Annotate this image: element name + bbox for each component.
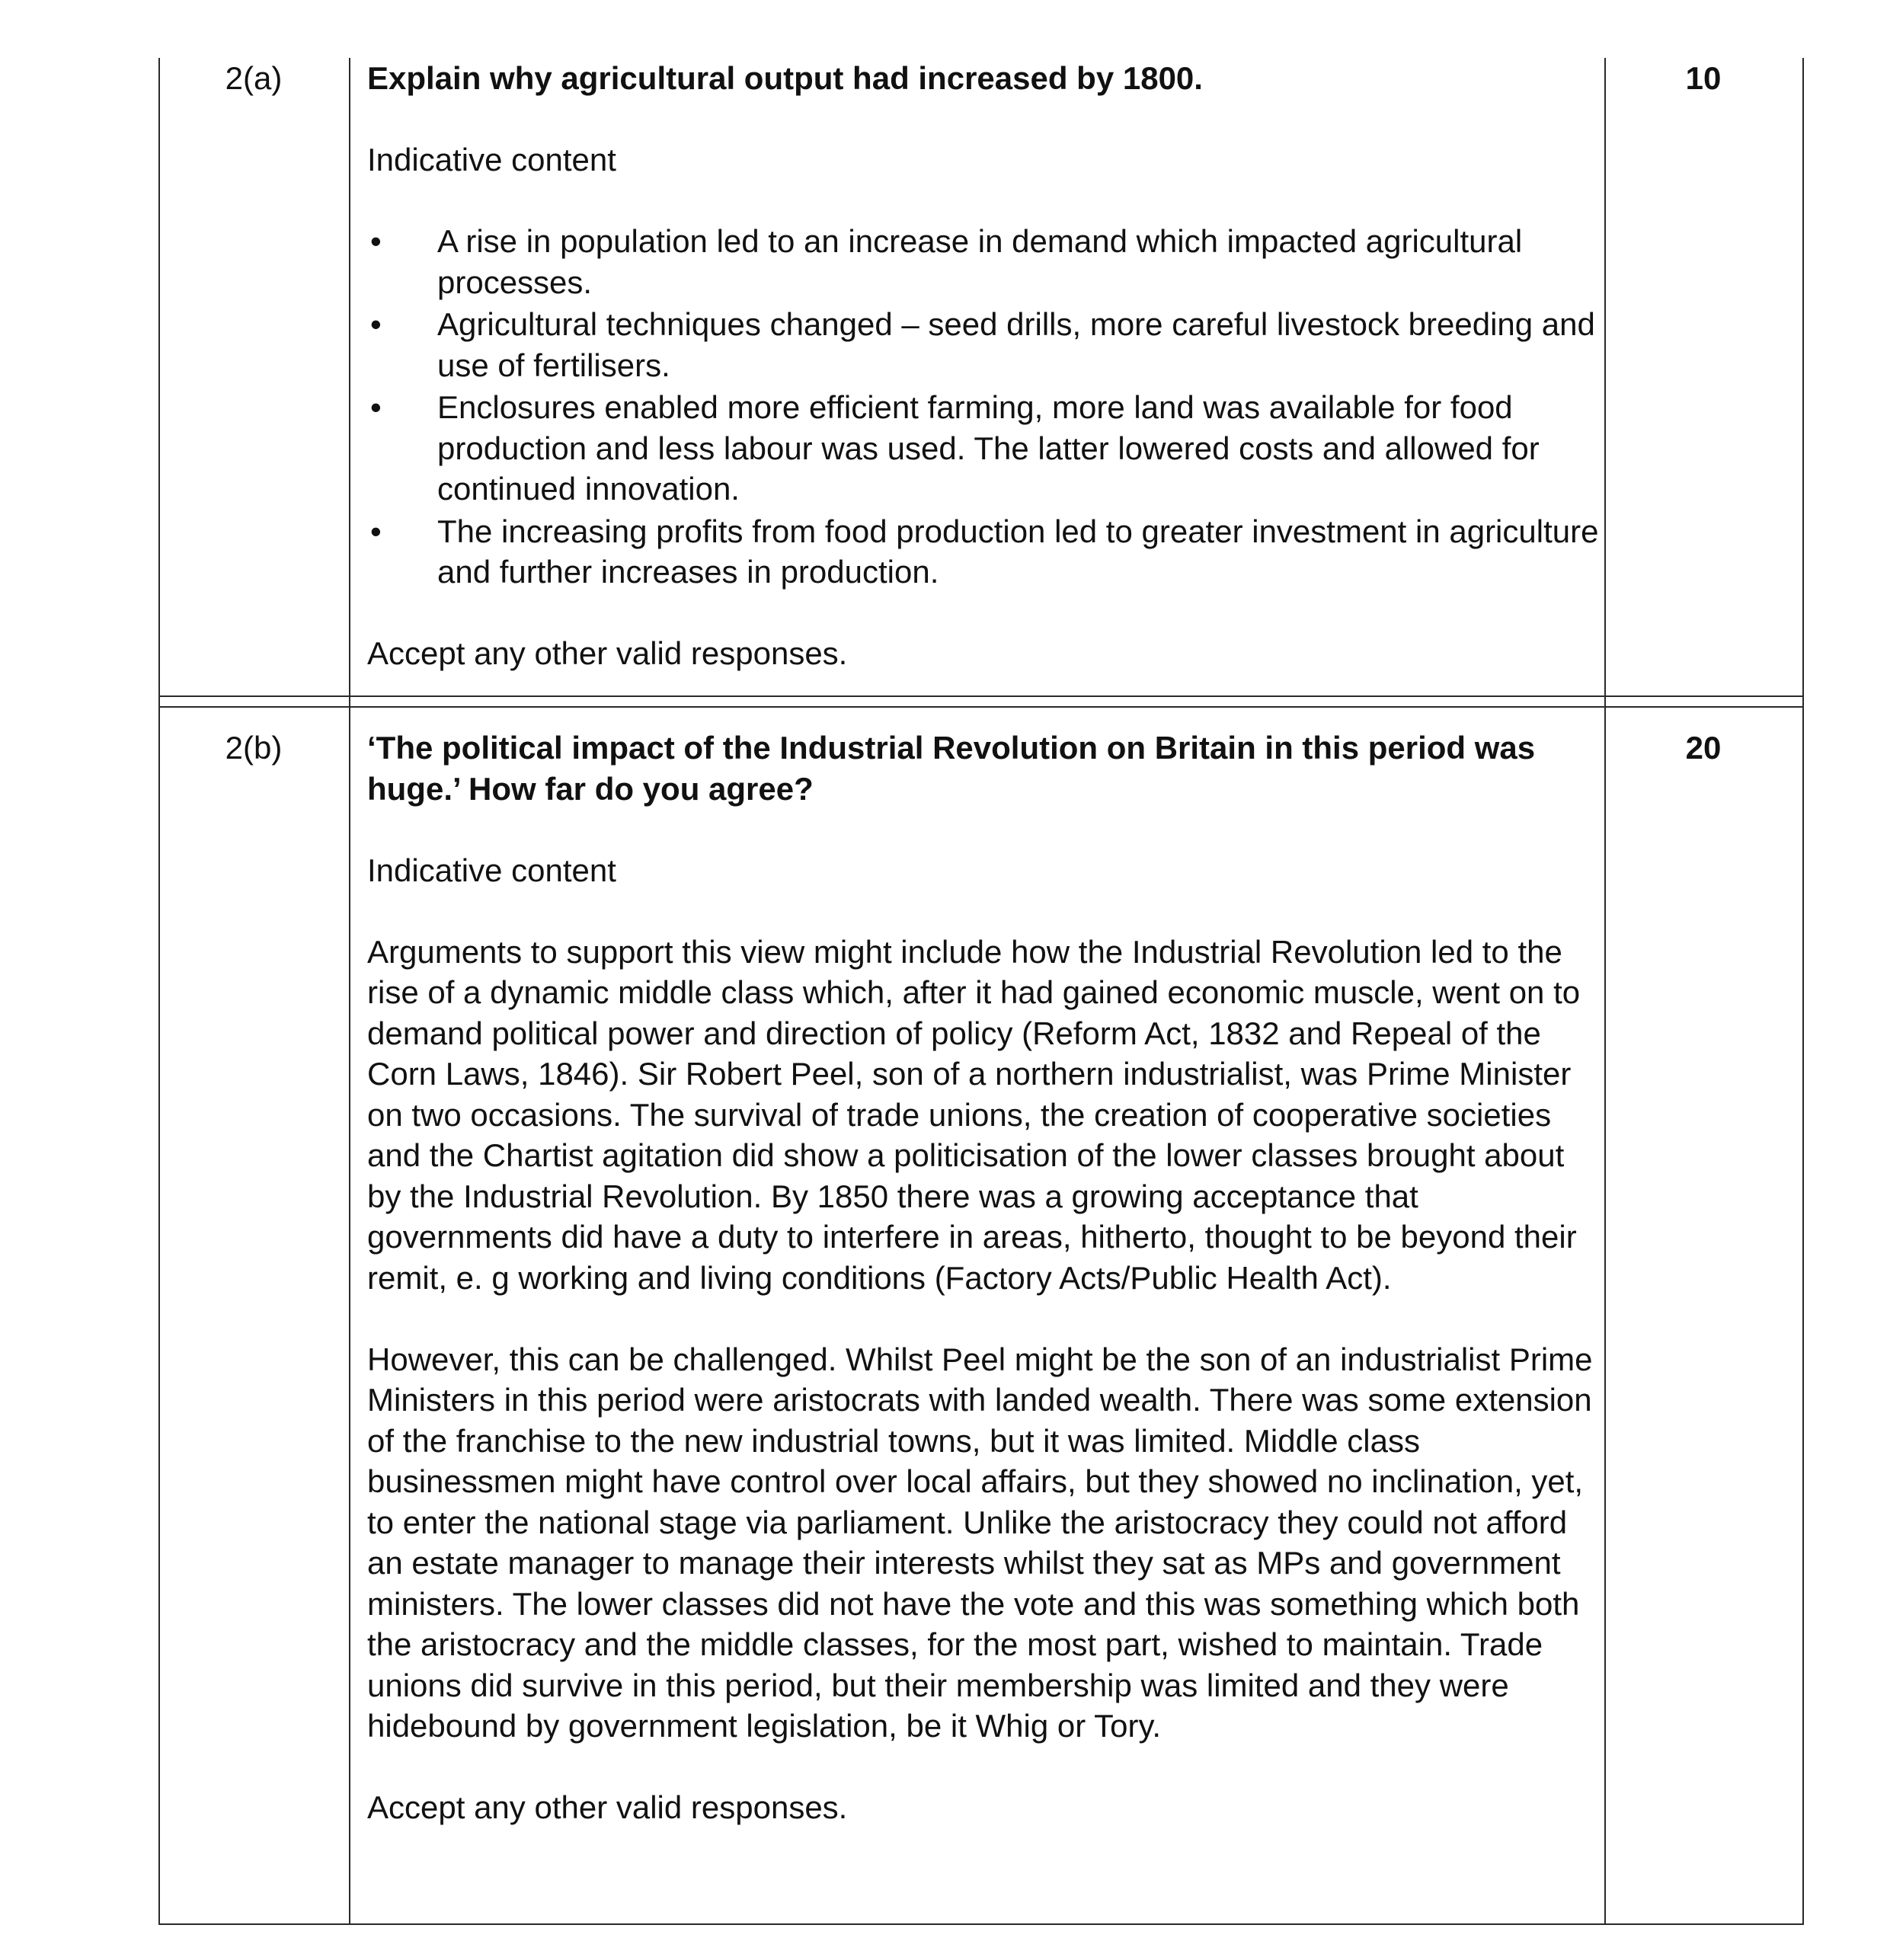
bullet-icon: • bbox=[370, 306, 382, 342]
supporting-argument-paragraph: Arguments to support this view might include how the Industrial Revolution led to the rise of a dynamic middle class which, after it had gained economic muscle, went on to demand political power and direction of policy (Reform Act, 1832 and Repeal of the Corn Laws, 1846). Sir Robert Peel, son of a northern industrialist, was Prime Minister on two occasions. The survival of trade unions, the creation of cooperative societies and the Chartist agitation did show a politicisation of the lower classes brought about by the Industrial Revolution. By 1850 there was a growing acceptance that governments did have a duty to interfere in areas, hitherto, thought to be beyond their remit, e. g working and living conditions (Factory Acts/Public Health Act). bbox=[367, 933, 1581, 1296]
marks-value: 10 bbox=[1685, 60, 1722, 96]
bullet-icon: • bbox=[370, 513, 382, 549]
indicative-points-list bbox=[367, 221, 1601, 593]
table-border-bottom bbox=[158, 1923, 1804, 1925]
question-text: Explain why agricultural output had increased by 1800. bbox=[367, 60, 1203, 96]
closing-note: Accept any other valid responses. bbox=[367, 1789, 848, 1825]
table-divider-marks bbox=[1604, 58, 1606, 1925]
row-separator-bottom bbox=[158, 706, 1804, 708]
table-border-left bbox=[158, 58, 160, 1925]
answer-guidance bbox=[367, 58, 1601, 674]
list-item-text: Agricultural techniques changed – seed drills, more careful livestock breeding and use of fertilisers. bbox=[437, 306, 1595, 383]
marks-value: 20 bbox=[1685, 730, 1722, 766]
closing-note: Accept any other valid responses. bbox=[367, 635, 848, 671]
list-item bbox=[367, 304, 1601, 385]
question-number: 2(b) bbox=[225, 730, 283, 766]
answer-guidance bbox=[367, 727, 1601, 1828]
bullet-icon: • bbox=[370, 223, 382, 259]
list-item-text: The increasing profits from food production led to greater investment in agriculture and further increases in production. bbox=[437, 513, 1599, 590]
row-separator-top bbox=[158, 695, 1804, 697]
indicative-content-heading: Indicative content bbox=[367, 852, 616, 888]
indicative-content-heading: Indicative content bbox=[367, 142, 616, 177]
question-number: 2(a) bbox=[225, 60, 283, 96]
question-text: ‘The political impact of the Industrial Revolution on Britain in this period was huge.’ How far do you agree? bbox=[367, 730, 1536, 807]
table-border-right bbox=[1802, 58, 1804, 1925]
counter-argument-paragraph: However, this can be challenged. Whilst Peel might be the son of an industrialist Prime Ministers in this period were aristocrats with landed wealth. There was some extension of the franchise to the new industrial towns, but it was limited. Middle class businessmen might have control over local affairs, but they showed no inclination, yet, to enter the national stage via parliament. Unlike the aristocracy they could not afford an estate manager to manage their interests whilst they sat as MPs and government ministers. The lower classes did not have the vote and this was something which both the aristocracy and the middle classes, for the most part, wished to maintain. Trade unions did survive in this period, but their membership was limited and they were hidebound by government legislation, be it Whig or Tory. bbox=[367, 1341, 1593, 1744]
list-item bbox=[367, 511, 1601, 593]
list-item-text: A rise in population led to an increase in demand which impacted agricultural processes. bbox=[437, 223, 1523, 300]
list-item-text: Enclosures enabled more efficient farming, more land was available for food production and less labour was used. The latter lowered costs and allowed for continued innovation. bbox=[437, 389, 1540, 507]
table-divider-number bbox=[349, 58, 350, 1925]
bullet-icon: • bbox=[370, 389, 382, 425]
list-item bbox=[367, 221, 1601, 302]
list-item bbox=[367, 387, 1601, 510]
